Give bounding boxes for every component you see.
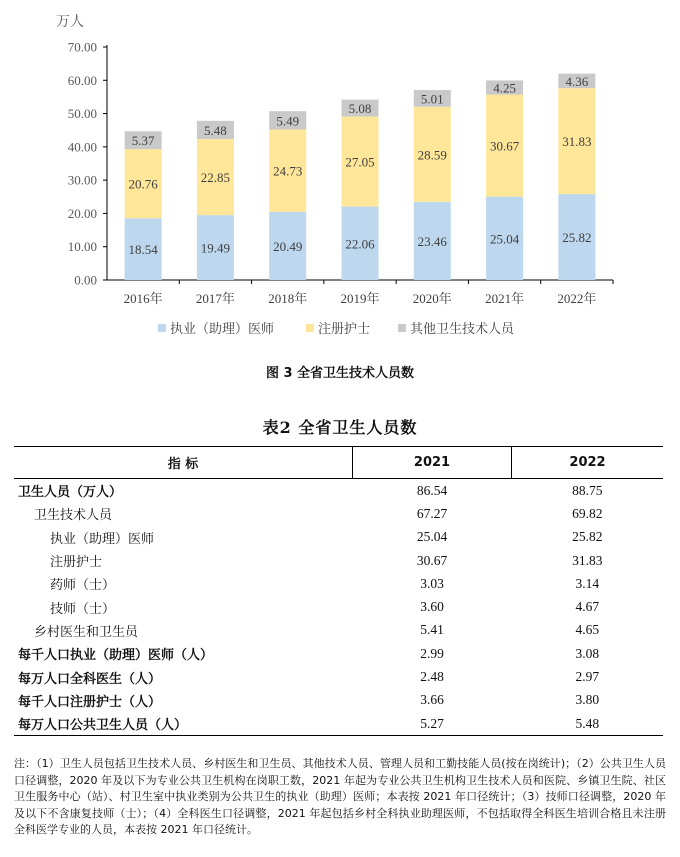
data-label: 28.59 bbox=[417, 147, 447, 163]
legend-swatch bbox=[306, 324, 314, 332]
data-label: 5.48 bbox=[204, 122, 227, 138]
table-row bbox=[14, 502, 663, 525]
value-2022: 5.48 bbox=[512, 712, 664, 736]
table-row bbox=[14, 526, 663, 549]
legend-label: 其他卫生技术人员 bbox=[410, 322, 515, 337]
row-label: 每万人口公共卫生人员（人） bbox=[14, 712, 353, 736]
data-label: 30.67 bbox=[489, 138, 520, 154]
table-note: 注：（1）卫生人员包括卫生技术人员、乡村医生和卫生员、其他技术人员、管理人员和工勤技能人员(按在岗统计)；（2）公共卫生人员口径调整，2020 年及以下为专业公共卫生机构在岗职工数，2021 年起为专业公共卫生机构卫生技术人员和医院、乡镇卫生院、社区卫生服务中心（站）、村卫生室中执业类别为公共卫生的执业（助理）医师；本表按 2021 年口径统计；（3）技师口径调整，2020 年及以下不含康复技师（士）；（4）全科医生口径调整，2021 年起包括乡村全科执业助理医师，不包括取得全科医生培训合格且未注册全科医学专业的人员，本表按 2021 年口径统计。 bbox=[14, 757, 666, 836]
data-label: 24.73 bbox=[273, 163, 303, 179]
table-title: 表2 全省卫生人员数 bbox=[262, 418, 418, 437]
data-label: 22.06 bbox=[345, 236, 375, 252]
value-2021: 5.41 bbox=[420, 622, 444, 638]
data-label: 18.54 bbox=[128, 242, 158, 258]
y-tick-label: 60.00 bbox=[67, 72, 97, 88]
header-2022: 2022 bbox=[512, 447, 664, 479]
data-label: 25.82 bbox=[562, 230, 592, 246]
header-2021: 2021 bbox=[353, 447, 512, 479]
data-label: 31.83 bbox=[562, 134, 592, 150]
value-2021: 25.04 bbox=[416, 529, 448, 545]
table-row bbox=[14, 619, 663, 642]
legend-label: 注册护士 bbox=[318, 322, 371, 337]
value-2022: 4.65 bbox=[575, 622, 600, 638]
value-2022: 3.80 bbox=[575, 692, 600, 708]
y-tick-label: 40.00 bbox=[67, 139, 97, 155]
row-label: 乡村医生和卫生员 bbox=[34, 624, 139, 640]
table-row bbox=[14, 642, 663, 665]
row-label: 注册护士 bbox=[50, 555, 103, 571]
table-row bbox=[14, 479, 663, 503]
value-2022: 25.82 bbox=[572, 529, 603, 545]
x-tick-label: 2017年 bbox=[195, 291, 235, 306]
x-tick-label: 2020年 bbox=[412, 291, 452, 306]
figure-caption: 图 3 全省卫生技术人员数 bbox=[265, 366, 415, 381]
value-2021: 3.60 bbox=[420, 599, 444, 615]
row-label: 技师（士） bbox=[50, 601, 116, 617]
value-2022: 69.82 bbox=[572, 505, 603, 521]
data-label: 5.01 bbox=[420, 91, 444, 107]
value-2021: 30.67 bbox=[416, 552, 448, 568]
value-2021: 3.03 bbox=[420, 575, 444, 591]
value-2022: 88.75 bbox=[572, 482, 603, 498]
table-row bbox=[14, 572, 663, 595]
x-tick-label: 2016年 bbox=[123, 291, 163, 306]
table-row bbox=[14, 595, 663, 618]
stacked-bar-chart bbox=[0, 0, 680, 345]
x-tick-label: 2019年 bbox=[340, 291, 380, 306]
table-row bbox=[14, 689, 663, 712]
y-tick-label: 0.00 bbox=[74, 272, 97, 288]
value-2021: 5.27 bbox=[353, 712, 512, 736]
value-2021: 86.54 bbox=[416, 482, 448, 498]
row-label: 卫生技术人员 bbox=[34, 508, 113, 524]
y-unit-label: 万人 bbox=[56, 14, 84, 30]
table-row bbox=[14, 665, 663, 688]
row-label: 卫生人员（万人） bbox=[18, 485, 123, 501]
value-2022: 3.14 bbox=[575, 575, 600, 591]
data-label: 25.04 bbox=[489, 231, 520, 247]
data-table bbox=[14, 446, 663, 736]
row-label: 每千人口注册护士（人） bbox=[18, 694, 162, 710]
data-label: 4.36 bbox=[565, 73, 589, 89]
table-row bbox=[14, 712, 663, 736]
data-label: 5.08 bbox=[348, 101, 372, 117]
value-2022: 4.67 bbox=[575, 599, 600, 615]
data-label: 23.46 bbox=[417, 233, 447, 249]
table-header-row bbox=[14, 447, 663, 479]
value-2021: 2.48 bbox=[420, 669, 444, 685]
x-tick-label: 2022年 bbox=[557, 291, 597, 306]
x-tick-label: 2018年 bbox=[268, 291, 308, 306]
data-label: 20.49 bbox=[273, 238, 303, 254]
data-label: 5.49 bbox=[276, 113, 300, 129]
y-tick-label: 50.00 bbox=[67, 106, 97, 122]
y-tick-label: 20.00 bbox=[67, 205, 97, 221]
row-label: 执业（助理）医师 bbox=[50, 531, 155, 547]
data-label: 5.37 bbox=[131, 133, 155, 149]
y-tick-label: 10.00 bbox=[67, 239, 97, 255]
legend-swatch bbox=[158, 324, 166, 332]
x-tick-label: 2021年 bbox=[485, 291, 525, 306]
value-2022: 2.97 bbox=[575, 669, 600, 685]
row-label: 每万人口全科医生（人） bbox=[18, 671, 162, 687]
data-label: 22.85 bbox=[200, 170, 231, 186]
data-label: 4.25 bbox=[493, 80, 516, 96]
data-label: 27.05 bbox=[345, 154, 375, 170]
value-2022: 3.08 bbox=[575, 645, 600, 661]
row-label: 每千人口执业（助理）医师（人） bbox=[18, 648, 214, 664]
y-tick-label: 70.00 bbox=[67, 39, 97, 55]
value-2021: 2.99 bbox=[420, 645, 444, 661]
y-tick-label: 30.00 bbox=[67, 172, 97, 188]
row-label: 药师（士） bbox=[50, 578, 116, 594]
value-2022: 31.83 bbox=[572, 552, 603, 568]
value-2021: 3.66 bbox=[420, 692, 444, 708]
legend-swatch bbox=[398, 324, 406, 332]
data-label: 19.49 bbox=[200, 240, 231, 256]
data-label: 20.76 bbox=[128, 176, 158, 192]
value-2021: 67.27 bbox=[416, 505, 448, 521]
header-indicator: 指 标 bbox=[14, 447, 353, 479]
legend-label: 执业（助理）医师 bbox=[170, 322, 275, 337]
table-row bbox=[14, 549, 663, 572]
